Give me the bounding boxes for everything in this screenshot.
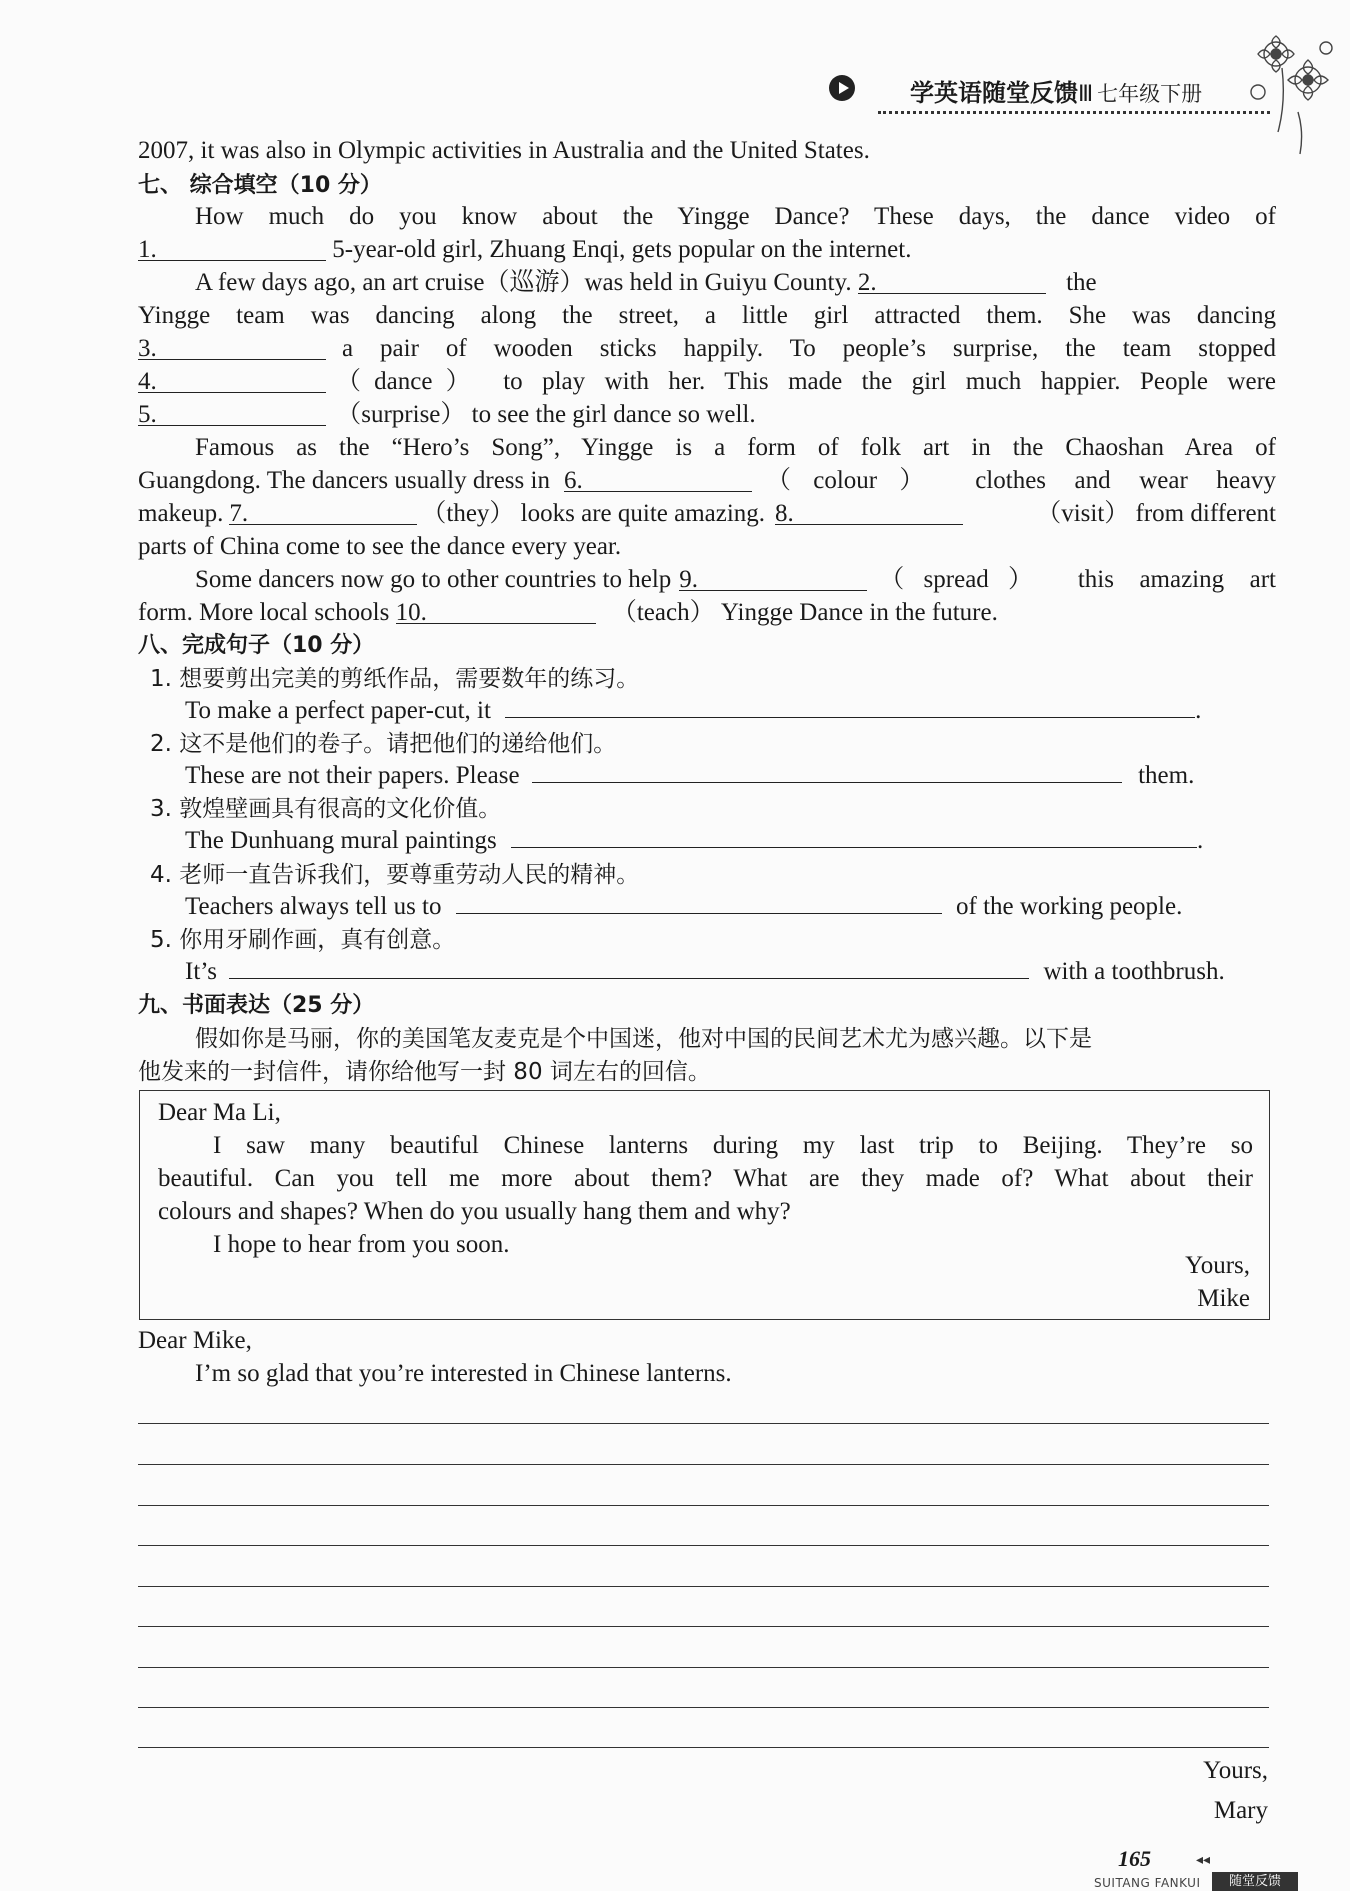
page-number: 165 bbox=[1118, 1846, 1151, 1871]
answer-line-4[interactable] bbox=[456, 887, 942, 914]
s8-item-4-en: Teachers always tell us to of the working people. bbox=[185, 887, 1182, 923]
writing-line-1[interactable] bbox=[138, 1423, 1269, 1424]
header-title bbox=[910, 73, 1202, 108]
letter-line-1: I saw many beautiful Chinese lanterns during my last trip to Beijing. They’re so bbox=[213, 1132, 1253, 1159]
s7-line-1: How much do you know about the Yingge Dance? These days, the dance video of bbox=[195, 203, 1276, 230]
grade-label: 七年级下册 bbox=[1097, 82, 1203, 106]
s8-item-2-zh: 2. 这不是他们的卷子。请把他们的递给他们。 bbox=[150, 731, 617, 757]
s9-instruction-1: 假如你是马丽，你的美国笔友麦克是个中国迷，他对中国的民间艺术尤为感兴趣。以下是 bbox=[195, 1026, 1092, 1052]
reply-closing: Yours, bbox=[1203, 1757, 1268, 1784]
header-dotted-rule bbox=[878, 111, 1270, 114]
s8-item-5-en: It’s with a toothbrush. bbox=[185, 952, 1225, 988]
letter-signature: Mike bbox=[1197, 1285, 1250, 1312]
blank-5[interactable]: 5. bbox=[138, 399, 326, 426]
s7-line-5: 3. a pair of wooden sticks happily. To people’s surprise, the team stopped bbox=[138, 335, 1276, 362]
blank-10[interactable]: 10. bbox=[396, 597, 596, 624]
s7-line-3: A few days ago, an art cruise（巡游）was held in Guiyu County. 2. the bbox=[195, 269, 1097, 296]
s8-item-4-zh: 4. 老师一直告诉我们，要尊重劳动人民的精神。 bbox=[150, 862, 640, 888]
section9-heading: 九、书面表达（25 分） bbox=[138, 993, 375, 1018]
s8-item-3-en: The Dunhuang mural paintings . bbox=[185, 821, 1203, 857]
s7-line-10: makeup. 7. （they） looks are quite amazing. 8. （visit） from different bbox=[138, 500, 1276, 527]
writing-line-4[interactable] bbox=[138, 1545, 1269, 1546]
answer-line-1[interactable] bbox=[505, 691, 1195, 718]
blank-1[interactable]: 1. bbox=[138, 234, 326, 261]
writing-line-6[interactable] bbox=[138, 1626, 1269, 1627]
letter-greeting: Dear Ma Li, bbox=[158, 1099, 281, 1126]
writing-line-5[interactable] bbox=[138, 1586, 1269, 1587]
s8-item-5-zh: 5. 你用牙刷作画，真有创意。 bbox=[150, 927, 456, 953]
top-continuation-line: 2007, it was also in Olympic activities in Australia and the United States. bbox=[138, 137, 870, 164]
s7-line-2: 1. 5-year-old girl, Zhuang Enqi, gets popular on the internet. bbox=[138, 236, 912, 263]
letter-line-2: beautiful. Can you tell me more about them? What are they made of? What about their bbox=[158, 1165, 1253, 1192]
flower-decoration-icon bbox=[1238, 22, 1338, 157]
s7-line-4: Yingge team was dancing along the street, a little girl attracted them. She was dancing bbox=[138, 302, 1276, 329]
writing-line-8[interactable] bbox=[138, 1707, 1269, 1708]
s7-line-8: Famous as the “Hero’s Song”, Yingge is a form of folk art in the Chaoshan Area of bbox=[195, 434, 1276, 461]
blank-7[interactable]: 7. bbox=[229, 498, 417, 525]
section8-heading: 八、完成句子（10 分） bbox=[138, 633, 375, 658]
answer-line-2[interactable] bbox=[532, 756, 1122, 783]
letter-line-4: I hope to hear from you soon. bbox=[213, 1231, 510, 1258]
footer-brand-en: SUITANG FANKUI bbox=[1094, 1876, 1201, 1890]
answer-line-3[interactable] bbox=[511, 821, 1197, 848]
s8-item-1-zh: 1. 想要剪出完美的剪纸作品，需要数年的练习。 bbox=[150, 666, 640, 692]
blank-9[interactable]: 9. bbox=[679, 564, 867, 591]
letter-line-3: colours and shapes? When do you usually hang them and why? bbox=[158, 1198, 791, 1225]
writing-line-7[interactable] bbox=[138, 1667, 1269, 1668]
s7-line-13: form. More local schools 10. （teach） Yingge Dance in the future. bbox=[138, 599, 998, 626]
blank-8[interactable]: 8. bbox=[775, 498, 963, 525]
blank-2[interactable]: 2. bbox=[858, 267, 1046, 294]
writing-line-2[interactable] bbox=[138, 1464, 1269, 1465]
s7-line-11: parts of China come to see the dance every year. bbox=[138, 533, 622, 560]
answer-line-5[interactable] bbox=[229, 952, 1029, 979]
s7-line-7: 5. （surprise） to see the girl dance so well. bbox=[138, 401, 756, 428]
s7-line-12: Some dancers now go to other countries to help 9. （spread） this amazing art bbox=[195, 566, 1276, 593]
s8-item-1-en: To make a perfect paper-cut, it . bbox=[185, 691, 1201, 727]
s7-line-6: 4. （dance） to play with her. This made the girl much happier. People were bbox=[138, 368, 1276, 395]
footer-brand-zh: 随堂反馈 bbox=[1212, 1872, 1298, 1891]
book-title: 学英语随堂反馈 bbox=[910, 79, 1078, 107]
writing-line-9[interactable] bbox=[138, 1747, 1269, 1748]
section7-heading: 七、 综合填空（10 分） bbox=[138, 173, 382, 198]
s9-instruction-2: 他发来的一封信件，请你给他写一封 80 词左右的回信。 bbox=[138, 1059, 711, 1085]
footer-arrows-icon: ◂◂ bbox=[1196, 1852, 1211, 1868]
reply-greeting: Dear Mike, bbox=[138, 1327, 252, 1354]
reply-opening: I’m so glad that you’re interested in Chinese lanterns. bbox=[195, 1360, 732, 1387]
s8-item-2-en: These are not their papers. Please them. bbox=[185, 756, 1194, 792]
blank-6[interactable]: 6. bbox=[564, 465, 752, 492]
writing-line-3[interactable] bbox=[138, 1505, 1269, 1506]
header-play-icon bbox=[829, 75, 855, 101]
blank-4[interactable]: 4. bbox=[138, 366, 326, 393]
s8-item-3-zh: 3. 敦煌壁画具有很高的文化价值。 bbox=[150, 796, 502, 822]
letter-closing: Yours, bbox=[1185, 1252, 1250, 1279]
volume-mark: Ⅲ bbox=[1078, 82, 1094, 107]
blank-3[interactable]: 3. bbox=[138, 333, 326, 360]
s7-line-9: Guangdong. The dancers usually dress in 6. （colour） clothes and wear heavy bbox=[138, 467, 1276, 494]
reply-signature: Mary bbox=[1213, 1797, 1268, 1824]
